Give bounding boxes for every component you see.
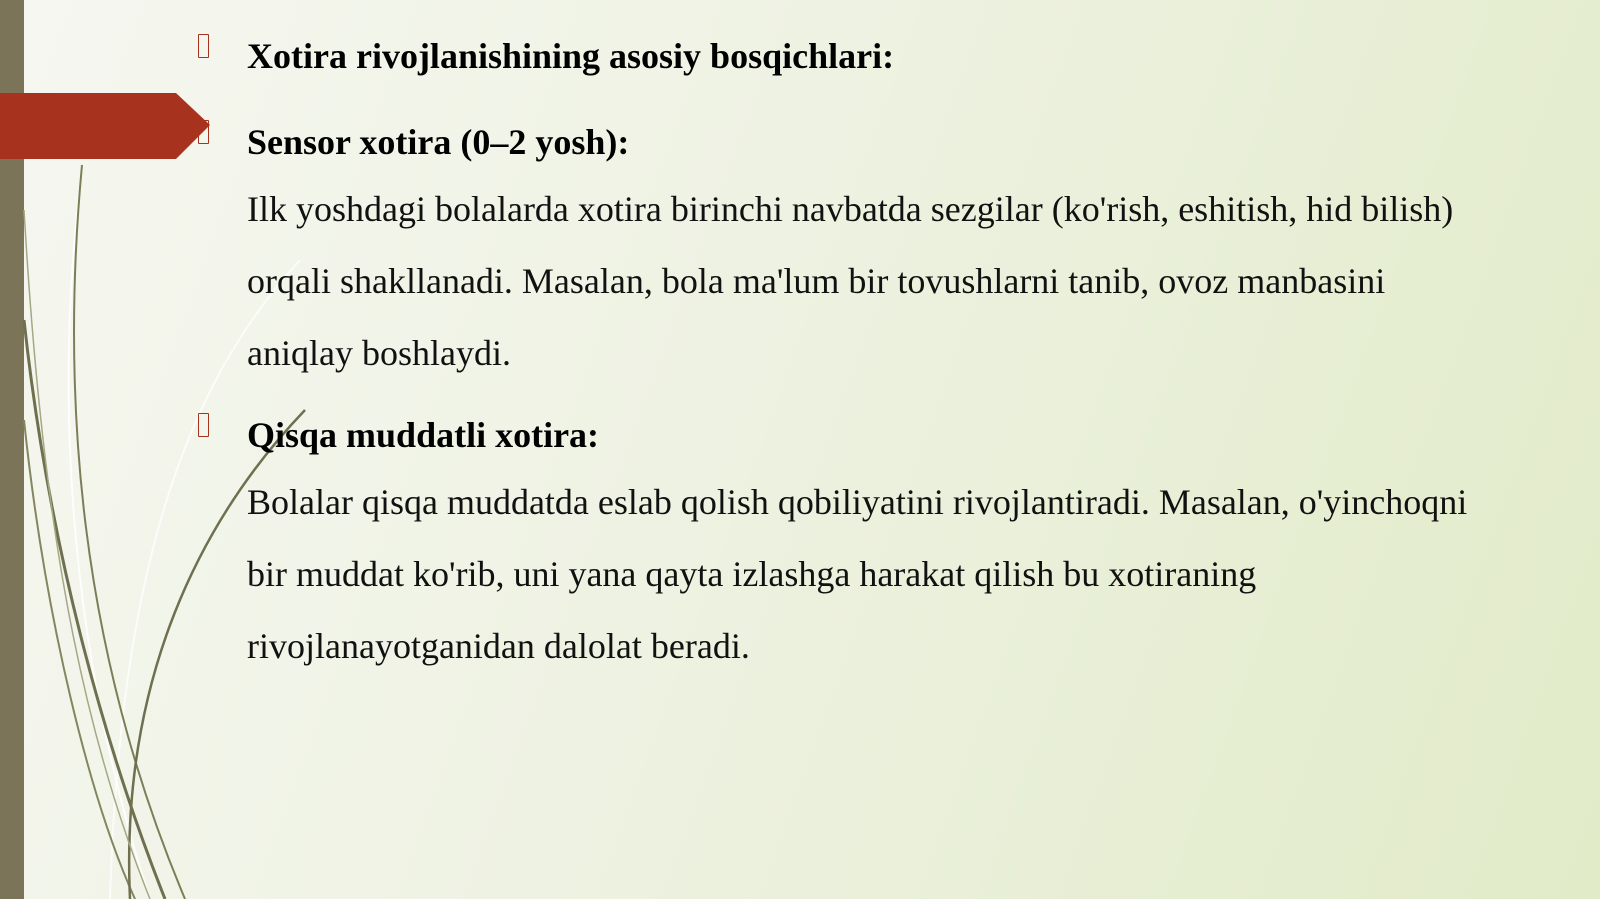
square-bullet-icon: [198, 413, 209, 437]
section-text: Ilk yoshdagi bolalarda xotira birinchi navbatda sezgilar (ko'rish, eshitish, hid bilish) orqali shakllanadi. Masalan, bola ma'lum bir tovushlarni tanib, ovoz manbasini aniqlay boshlaydi.: [247, 189, 1454, 373]
bullet-sensor-memory: [198, 116, 1498, 389]
square-bullet-icon: [198, 120, 209, 144]
slide-content: [198, 30, 1498, 682]
square-bullet-icon: [198, 34, 209, 58]
section-title: Qisqa muddatli xotira:: [247, 415, 600, 455]
section-text: Bolalar qisqa muddatda eslab qolish qobiliyatini rivojlantiradi. Masalan, o'yinchoqni bir muddat ko'rib, uni yana qayta izlashga harakat qilish bu xotiraning rivojlanayotganidan dalolat beradi.: [247, 482, 1468, 666]
main-heading: Xotira rivojlanishining asosiy bosqichlari:: [247, 36, 895, 76]
red-arrow-banner: [0, 93, 210, 159]
section-title: Sensor xotira (0–2 yosh):: [247, 122, 630, 162]
bullet-short-term-memory: [198, 409, 1498, 682]
bullet-main-heading: [198, 30, 1498, 82]
